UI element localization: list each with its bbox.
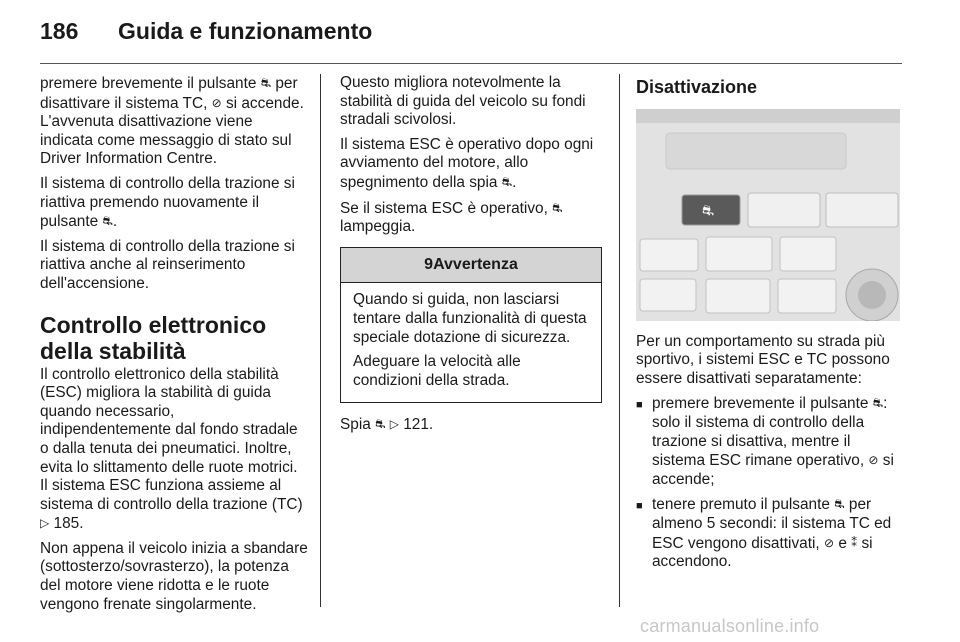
paragraph: Non appena il veicolo inizia a sbandare (sottosterzo/sovrasterzo), la potenza del motore viene ridotta e le ruote vengono frenate singolarmente. bbox=[40, 539, 308, 613]
esc-lamp-icon: ⛐ bbox=[375, 417, 386, 432]
svg-text:⛐: ⛐ bbox=[702, 202, 715, 219]
tc-off-icon: ⛐ bbox=[834, 497, 845, 512]
column-divider bbox=[320, 74, 321, 607]
header-rule bbox=[40, 63, 902, 64]
warning-header bbox=[341, 248, 601, 284]
esc-warning-lamp-icon: ⊘ bbox=[823, 535, 835, 550]
warning-title: Avvertenza bbox=[433, 255, 518, 273]
esc-lamp-icon: ⛐ bbox=[552, 200, 563, 215]
esc-warning-lamp-icon: ⊘ bbox=[211, 95, 222, 110]
warning-text: Quando si guida, non lasciarsi tentare dalla funzionalità di questa speciale dotazione di sicurezza. bbox=[353, 291, 587, 346]
list-item: ■ tenere premuto il pulsante ⛐ per almeno 5 secondi: il sistema TC ed ESC vengono disattivati, ⊘ e ⁑ si accendono. bbox=[636, 496, 892, 571]
paragraph: Questo migliora notevolmente la stabilità di guida del veicolo su fondi stradali scivolosi. bbox=[340, 74, 586, 129]
tc-lamp-icon: ⁑ bbox=[851, 535, 858, 550]
list-item: ■ premere brevemente il pulsante ⛐: solo il sistema di controllo della trazione si disattiva, mentre il sistema ESC rimane operativo, ⊘ si accende; bbox=[636, 395, 894, 488]
arrow-reference-icon: ▷ bbox=[389, 417, 399, 432]
tc-off-icon: ⛐ bbox=[102, 214, 113, 229]
column-2 bbox=[340, 74, 604, 441]
arrow-reference-icon: ▷ bbox=[40, 516, 50, 531]
paragraph: Spia ⛐ ▷ 121. bbox=[340, 416, 434, 434]
esc-lamp-icon: ⛐ bbox=[501, 174, 513, 189]
paragraph: Il controllo elettronico della stabilità (ESC) migliora la stabilità di guida quando necessario, indipendentemente dal fondo stradale o dalla tenuta dei pneumatici. Inoltre, evita lo slittamento delle ruote motrici. Il sistema ESC funziona assieme al sistema di controllo della trazione (TC) ▷ 185. bbox=[40, 365, 303, 533]
esc-warning-lamp-icon: ⊘ bbox=[868, 453, 879, 468]
paragraph: Il sistema di controllo della trazione si riattiva premendo nuovamente il pulsante ⛐. bbox=[40, 174, 295, 231]
watermark: carmanualsonline.info bbox=[640, 616, 820, 636]
paragraph: Per un comportamento su strada più sportivo, i sistemi ESC e TC possono essere disattivati separatamente: bbox=[636, 332, 890, 387]
paragraph: Se il sistema ESC è operativo, ⛐ lampeggia. bbox=[340, 199, 563, 236]
section-heading: Controllo elettronico della stabilità bbox=[40, 311, 267, 364]
warning-symbol: 9 bbox=[424, 255, 434, 273]
tc-off-icon: ⛐ bbox=[872, 396, 884, 411]
warning-body bbox=[341, 283, 601, 402]
warning-box bbox=[340, 247, 602, 404]
subsection-heading: Disattivazione bbox=[636, 77, 758, 97]
warning-text: Adeguare la velocità alle condizioni della strada. bbox=[353, 353, 521, 389]
tc-off-icon: ⛐ bbox=[260, 76, 272, 90]
paragraph: premere brevemente il pulsante ⛐ per disattivare il sistema TC, ⊘ si accende. L'avvenuta disattivazione viene indicata come messaggio di stato sul Driver Information Centre. bbox=[40, 75, 304, 168]
column-1 bbox=[40, 74, 308, 620]
page-header bbox=[40, 18, 372, 48]
paragraph: Il sistema di controllo della trazione si riattiva anche al reinserimento dell'accensione. bbox=[40, 237, 295, 292]
section-title: Guida e funzionamento bbox=[118, 18, 373, 44]
paragraph: Il sistema ESC è operativo dopo ogni avviamento del motore, allo spegnimento della spia ⛐. bbox=[340, 135, 594, 191]
column-divider bbox=[619, 74, 620, 607]
dashboard-photo bbox=[636, 109, 900, 321]
page-number: 186 bbox=[40, 18, 79, 44]
column-3 bbox=[636, 74, 902, 578]
